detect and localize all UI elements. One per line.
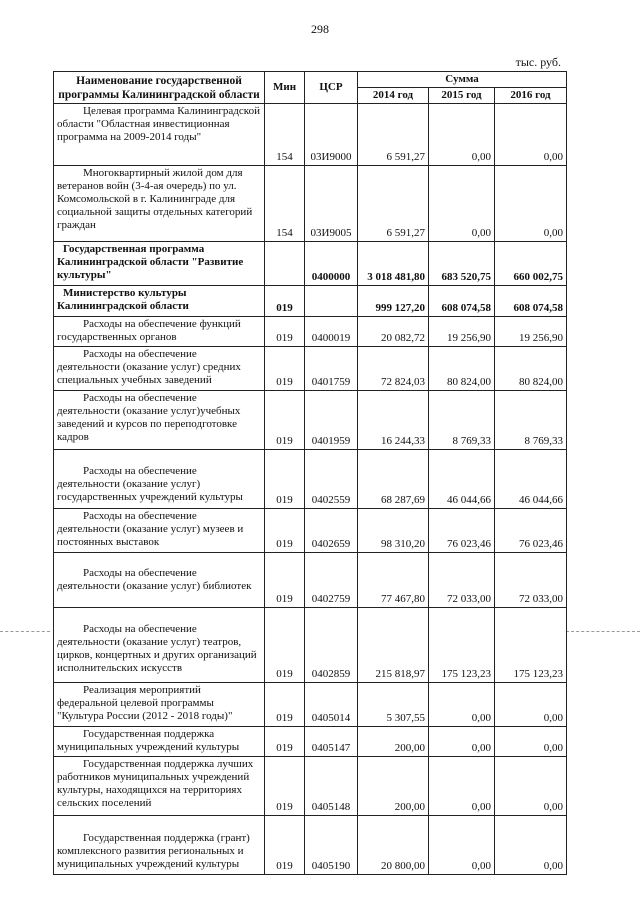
row-csr: 03И9000 <box>305 104 358 166</box>
row-min: 154 <box>265 166 305 242</box>
row-value-2016: 19 256,90 <box>495 317 567 347</box>
row-min: 019 <box>265 509 305 553</box>
table-row <box>54 391 567 450</box>
header-name: Наименование государственной программы Калининградской области <box>54 72 265 104</box>
row-value-2015: 0,00 <box>429 104 495 166</box>
row-value-2015: 0,00 <box>429 816 495 875</box>
row-min: 019 <box>265 391 305 450</box>
row-value-2014: 68 287,69 <box>358 450 429 509</box>
row-value-2015: 46 044,66 <box>429 450 495 509</box>
row-value-2015: 76 023,46 <box>429 509 495 553</box>
row-value-2015: 175 123,23 <box>429 608 495 683</box>
row-min: 019 <box>265 450 305 509</box>
row-csr: 0401959 <box>305 391 358 450</box>
row-csr: 0405147 <box>305 727 358 757</box>
row-min: 019 <box>265 727 305 757</box>
row-value-2014: 16 244,33 <box>358 391 429 450</box>
row-value-2016: 72 033,00 <box>495 553 567 608</box>
table-body <box>54 104 567 875</box>
row-csr: 0405148 <box>305 757 358 816</box>
row-value-2014: 6 591,27 <box>358 166 429 242</box>
row-name: Расходы на обеспечение функций государственных органов <box>54 317 265 347</box>
budget-table <box>53 71 567 875</box>
row-value-2016: 76 023,46 <box>495 509 567 553</box>
row-value-2016: 0,00 <box>495 757 567 816</box>
row-min: 019 <box>265 347 305 391</box>
row-csr: 0401759 <box>305 347 358 391</box>
row-value-2015: 0,00 <box>429 166 495 242</box>
row-min: 154 <box>265 104 305 166</box>
row-name: Расходы на обеспечение деятельности (оказание услуг) музеев и постоянных выставок <box>54 509 265 553</box>
row-value-2014: 200,00 <box>358 757 429 816</box>
row-name: Расходы на обеспечение деятельности (оказание услуг)учебных заведений и курсов по переподготовке кадров <box>54 391 265 450</box>
row-value-2015: 0,00 <box>429 727 495 757</box>
row-value-2014: 98 310,20 <box>358 509 429 553</box>
row-value-2016: 175 123,23 <box>495 608 567 683</box>
table-row <box>54 816 567 875</box>
table-row <box>54 509 567 553</box>
row-min: 019 <box>265 317 305 347</box>
row-value-2016: 8 769,33 <box>495 391 567 450</box>
row-value-2016: 0,00 <box>495 816 567 875</box>
table-row <box>54 286 567 317</box>
row-name: Министерство культуры Калининградской области <box>54 286 265 317</box>
row-value-2014: 6 591,27 <box>358 104 429 166</box>
row-name: Расходы на обеспечение деятельности (оказание услуг) средних специальных учебных заведений <box>54 347 265 391</box>
row-value-2014: 5 307,55 <box>358 683 429 727</box>
row-csr: 0405190 <box>305 816 358 875</box>
row-value-2015: 72 033,00 <box>429 553 495 608</box>
row-name: Реализация мероприятий федеральной целевой программы "Культура России (2012 - 2018 годы)" <box>54 683 265 727</box>
row-value-2016: 660 002,75 <box>495 242 567 286</box>
row-value-2015: 0,00 <box>429 757 495 816</box>
row-name: Многоквартирный жилой дом для ветеранов войн (3-4-ая очередь) по ул. Комсомольской в г. Калининграде для социальной защиты отдельных категорий граждан <box>54 166 265 242</box>
row-value-2016: 0,00 <box>495 683 567 727</box>
row-value-2014: 215 818,97 <box>358 608 429 683</box>
row-csr: 0402759 <box>305 553 358 608</box>
row-min: 019 <box>265 608 305 683</box>
row-min: 019 <box>265 683 305 727</box>
row-csr: 0400000 <box>305 242 358 286</box>
row-value-2014: 20 082,72 <box>358 317 429 347</box>
row-csr: 03И9005 <box>305 166 358 242</box>
row-value-2016: 0,00 <box>495 104 567 166</box>
row-value-2016: 46 044,66 <box>495 450 567 509</box>
row-value-2014: 3 018 481,80 <box>358 242 429 286</box>
row-name: Расходы на обеспечение деятельности (оказание услуг) театров, цирков, концертных и других организаций исполнительских искусств <box>54 608 265 683</box>
row-value-2015: 608 074,58 <box>429 286 495 317</box>
table-row <box>54 347 567 391</box>
row-value-2015: 683 520,75 <box>429 242 495 286</box>
header-year-2016: 2016 год <box>495 88 567 104</box>
row-csr: 0405014 <box>305 683 358 727</box>
table-row <box>54 683 567 727</box>
row-csr: 0402559 <box>305 450 358 509</box>
row-csr: 0402659 <box>305 509 358 553</box>
row-value-2015: 80 824,00 <box>429 347 495 391</box>
row-value-2014: 20 800,00 <box>358 816 429 875</box>
table-row <box>54 242 567 286</box>
row-value-2014: 999 127,20 <box>358 286 429 317</box>
header-year-2015: 2015 год <box>429 88 495 104</box>
table-row <box>54 553 567 608</box>
row-name: Государственная поддержка лучших работников муниципальных учреждений культуры, находящихся на территориях сельских поселений <box>54 757 265 816</box>
table-row <box>54 757 567 816</box>
row-value-2016: 80 824,00 <box>495 347 567 391</box>
row-min: 019 <box>265 816 305 875</box>
table-row <box>54 104 567 166</box>
table-row <box>54 727 567 757</box>
row-value-2016: 0,00 <box>495 727 567 757</box>
row-value-2014: 200,00 <box>358 727 429 757</box>
units-label: тыс. руб. <box>515 55 561 69</box>
row-value-2015: 8 769,33 <box>429 391 495 450</box>
table-row <box>54 450 567 509</box>
header-sum: Сумма <box>358 72 567 88</box>
row-value-2016: 0,00 <box>495 166 567 242</box>
row-name: Расходы на обеспечение деятельности (оказание услуг) государственных учреждений культуры <box>54 450 265 509</box>
row-name: Целевая программа Калининградской области "Областная инвестиционная программа на 2009-2014 годы" <box>54 104 265 166</box>
row-value-2014: 72 824,03 <box>358 347 429 391</box>
row-min: 019 <box>265 553 305 608</box>
page-number: 298 <box>311 22 329 36</box>
row-name: Государственная программа Калининградской области "Развитие культуры" <box>54 242 265 286</box>
row-min <box>265 242 305 286</box>
row-name: Расходы на обеспечение деятельности (оказание услуг) библиотек <box>54 553 265 608</box>
table-row <box>54 317 567 347</box>
row-name: Государственная поддержка муниципальных учреждений культуры <box>54 727 265 757</box>
row-min: 019 <box>265 757 305 816</box>
row-name: Государственная поддержка (грант) комплексного развития региональных и муниципальных учреждений культуры <box>54 816 265 875</box>
table-row <box>54 166 567 242</box>
row-value-2014: 77 467,80 <box>358 553 429 608</box>
row-value-2015: 19 256,90 <box>429 317 495 347</box>
row-csr <box>305 286 358 317</box>
row-value-2015: 0,00 <box>429 683 495 727</box>
header-csr: ЦСР <box>305 72 358 104</box>
header-min: Мин <box>265 72 305 104</box>
row-csr: 0402859 <box>305 608 358 683</box>
row-value-2016: 608 074,58 <box>495 286 567 317</box>
table-row <box>54 608 567 683</box>
header-year-2014: 2014 год <box>358 88 429 104</box>
right-margin-dash <box>566 631 640 632</box>
row-csr: 0400019 <box>305 317 358 347</box>
row-min: 019 <box>265 286 305 317</box>
left-margin-dash <box>0 631 50 632</box>
